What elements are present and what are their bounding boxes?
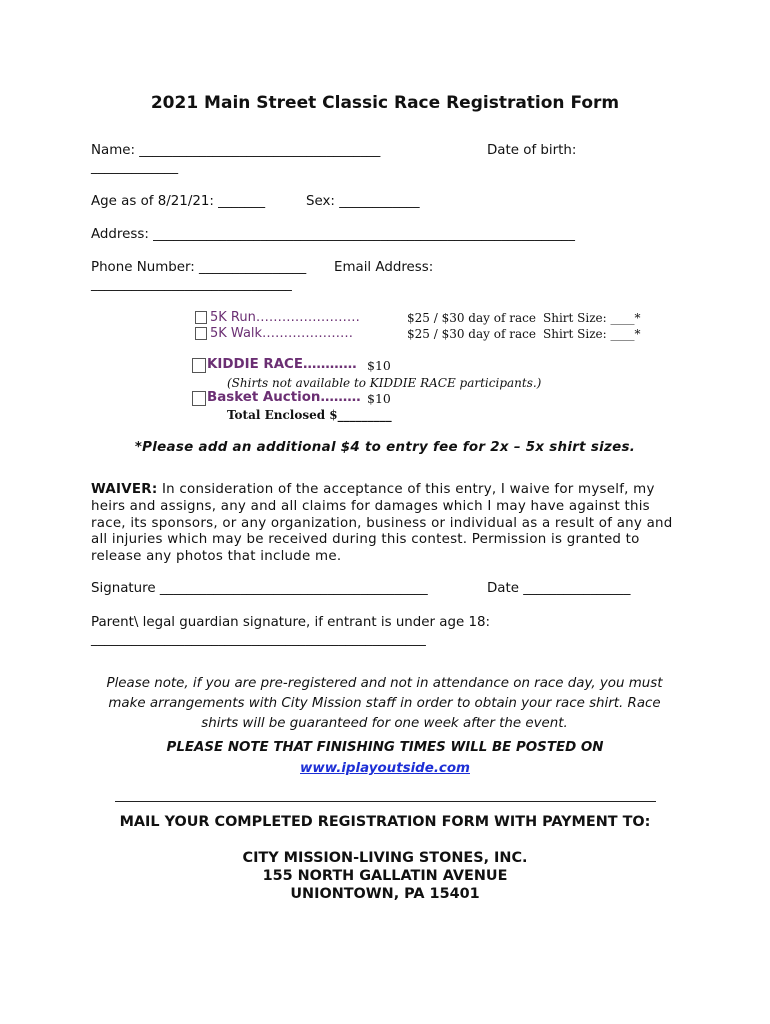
address-field[interactable]: Address: _______________________________________________________________ — [91, 227, 575, 242]
walk-label: 5K Walk………………… — [210, 326, 354, 341]
pre-registration-note: Please note, if you are pre-registered and not in attendance on race day, you must make arrangements with City Mission staff in order to obtain your race shirt. Race shirts will be guaranteed for one week after the event. — [106, 676, 663, 731]
guardian-signature-field[interactable]: __________________________________________________ — [91, 632, 426, 647]
auction-checkbox[interactable] — [192, 391, 206, 406]
mail-address-line3: UNIONTOWN, PA 15401 — [290, 886, 480, 902]
walk-price: $25 / $30 day of race — [407, 327, 536, 341]
run-shirt-size[interactable]: Shirt Size: ____* — [543, 311, 641, 325]
auction-price: $10 — [367, 391, 391, 406]
sex-field[interactable]: Sex: ____________ — [306, 194, 420, 209]
email-field[interactable]: ______________________________ — [91, 277, 292, 292]
divider — [115, 801, 656, 802]
age-field[interactable]: Age as of 8/21/21: _______ — [91, 194, 266, 209]
auction-label: Basket Auction……… — [207, 390, 361, 405]
run-checkbox[interactable] — [195, 311, 207, 324]
name-field[interactable]: Name: ____________________________________ — [91, 143, 381, 158]
kiddie-checkbox[interactable] — [192, 358, 206, 373]
mail-address-line2: 155 NORTH GALLATIN AVENUE — [262, 868, 508, 884]
email-label: Email Address: — [334, 260, 434, 275]
form-title: 2021 Main Street Classic Race Registration Form — [150, 93, 620, 113]
dob-label: Date of birth: — [487, 143, 577, 158]
phone-field[interactable]: Phone Number: ________________ — [91, 260, 307, 275]
run-price: $25 / $30 day of race — [407, 311, 536, 325]
signature-date-field[interactable]: Date ________________ — [487, 581, 631, 596]
mail-address-line1: CITY MISSION-LIVING STONES, INC. — [242, 850, 528, 866]
kiddie-note: (Shirts not available to KIDDIE RACE participants.) — [227, 376, 542, 390]
finishing-times-note: PLEASE NOTE THAT FINISHING TIMES WILL BE POSTED ON — [166, 740, 604, 755]
walk-shirt-size[interactable]: Shirt Size: ____* — [543, 327, 641, 341]
shirt-size-note: *Please add an additional $4 to entry fee for 2x – 5x shirt sizes. — [134, 440, 636, 455]
dob-field[interactable]: _____________ — [91, 160, 179, 175]
waiver-label: WAIVER: — [91, 482, 158, 497]
mail-heading: MAIL YOUR COMPLETED REGISTRATION FORM WITH PAYMENT TO: — [119, 814, 651, 830]
website-link[interactable]: www.iplayoutside.com — [300, 761, 470, 776]
total-enclosed[interactable]: Total Enclosed $_________ — [227, 408, 392, 422]
kiddie-price: $10 — [367, 358, 391, 373]
walk-checkbox[interactable] — [195, 327, 207, 340]
run-label: 5K Run…………………… — [210, 310, 360, 325]
waiver-paragraph — [91, 482, 681, 566]
signature-field[interactable]: Signature ________________________________________ — [91, 581, 428, 596]
waiver-text: In consideration of the acceptance of this entry, I waive for myself, my heirs and assigns, any and all claims for damages which I may have against this race, its sponsors, or any organization, business or individual as a result of any and all injuries which may be received during this contest. Permission is granted to release any photos that include me. — [91, 482, 673, 565]
guardian-label: Parent\ legal guardian signature, if entrant is under age 18: — [91, 615, 491, 630]
kiddie-label: KIDDIE RACE………… — [207, 357, 357, 372]
